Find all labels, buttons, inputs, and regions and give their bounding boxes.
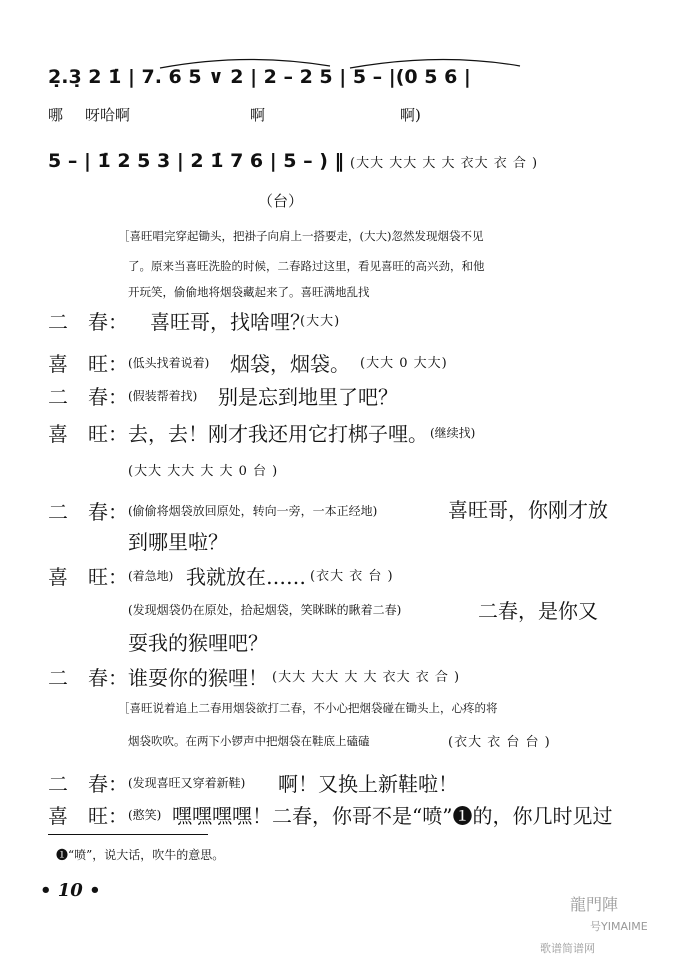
stage-direction-5: 烟袋吹吹。在两下小锣声中把烟袋在鞋底上磕磕 [128, 734, 370, 748]
stage-note: (低头找着说着) [128, 356, 210, 370]
footnote: ❶“喷”，说大话，吹牛的意思。 [56, 848, 225, 862]
speaker: 喜 旺： [48, 422, 128, 446]
percussion: (大大) [300, 314, 341, 329]
dialogue-text: 去，去！刚才我还用它打梆子哩。 [128, 422, 428, 446]
lyric-4: 啊) [400, 106, 421, 124]
percussion-block-1: (大大 大大 大 大 0 台 ) [128, 464, 279, 479]
stage-note: (发现喜旺又穿着新鞋) [128, 776, 246, 790]
lyric-3: 啊 [250, 106, 266, 124]
percussion: (大大 0 大大) [360, 356, 448, 371]
dialogue-text: 二春，是你又 [478, 599, 598, 623]
stage-direction-4: ［喜旺说着追上二春用烟袋欲打二春，不小心把烟袋碰在锄头上，心疼的将 [118, 701, 498, 715]
stage-note: (憨笑) [128, 808, 162, 822]
slur-arcs [150, 52, 610, 72]
watermark-site: 歌谱简谱网 [540, 942, 595, 955]
stage-direction-1: ［喜旺唱完穿起锄头，把褂子向肩上一搭要走，(大大)忽然发现烟袋不见 [118, 229, 484, 243]
dialogue-cont: 到哪里啦？ [128, 530, 228, 554]
speaker: 二 春： [48, 666, 128, 690]
stage-note: (假装帮着找) [128, 389, 198, 403]
percussion: (衣大 衣 台 ) [310, 569, 394, 584]
speaker: 喜 旺： [48, 565, 128, 589]
speaker: 喜 旺： [48, 804, 128, 828]
dialogue-text: 别是忘到地里了吧？ [218, 385, 398, 409]
stage-note: (继续找) [430, 426, 476, 440]
dialogue-text: 喜旺哥，你刚才放 [448, 498, 608, 522]
stage-note: (发现烟袋仍在原处，拾起烟袋，笑眯眯的瞅着二春) [128, 603, 402, 617]
lyric-2: 呀哈啊 [85, 106, 131, 124]
dialogue-text: 嘿嘿嘿嘿！二春，你哥不是“喷”❶的，你几时见过 [172, 804, 613, 828]
percussion: (大大 大大 大 大 衣大 衣 合 ) [272, 670, 461, 685]
notation-line-1: 2̣.3̣ 2 1̇ | 7. 6 5 ∨ 2 | 2 – 2 5 | 5 – |(0 5 6 | [48, 66, 471, 88]
dialogue-cont: 耍我的猴哩吧？ [128, 631, 268, 655]
speaker: 二 春： [48, 772, 128, 796]
dialogue-text: 谁耍你的猴哩！ [128, 666, 268, 690]
page-number: • 10 • [40, 880, 101, 901]
percussion-line-2: (大大 大大 大 大 衣大 衣 合 ) [350, 156, 539, 171]
speaker: 二 春： [48, 385, 128, 409]
speaker: 喜 旺： [48, 352, 128, 376]
stage-note: (偷偷将烟袋放回原处，转向一旁，一本正经地) [128, 504, 378, 518]
lyric-1: 哪 [48, 106, 64, 124]
speaker: 二 春： [48, 310, 128, 334]
dialogue-text: 我就放在…… [186, 565, 306, 589]
notation-line-2: 5 – | 1̇ 2 5 3 | 2 1̇ 7 6 | 5 – ) ‖ [48, 150, 345, 172]
speaker: 二 春： [48, 500, 128, 524]
dialogue-text: 喜旺哥，找啥哩？ [150, 310, 310, 334]
stage-direction-3: 开玩笑，偷偷地将烟袋藏起来了。喜旺满地乱找 [128, 285, 370, 299]
stage-note: (着急地) [128, 569, 174, 583]
watermark-logo: 龍門陣 [570, 895, 619, 914]
stage-direction-2: 了。原来当喜旺洗脸的时候，二春路过这里，看见喜旺的高兴劲，和他 [128, 259, 485, 273]
percussion: (衣大 衣 台 台 ) [448, 735, 551, 750]
footnote-rule [48, 834, 208, 835]
dialogue-text: 啊！又换上新鞋啦！ [278, 772, 458, 796]
tai-label: （台） [258, 192, 304, 210]
watermark-url: 号YIMAIME [590, 920, 648, 933]
dialogue-text: 烟袋，烟袋。 [230, 352, 350, 376]
